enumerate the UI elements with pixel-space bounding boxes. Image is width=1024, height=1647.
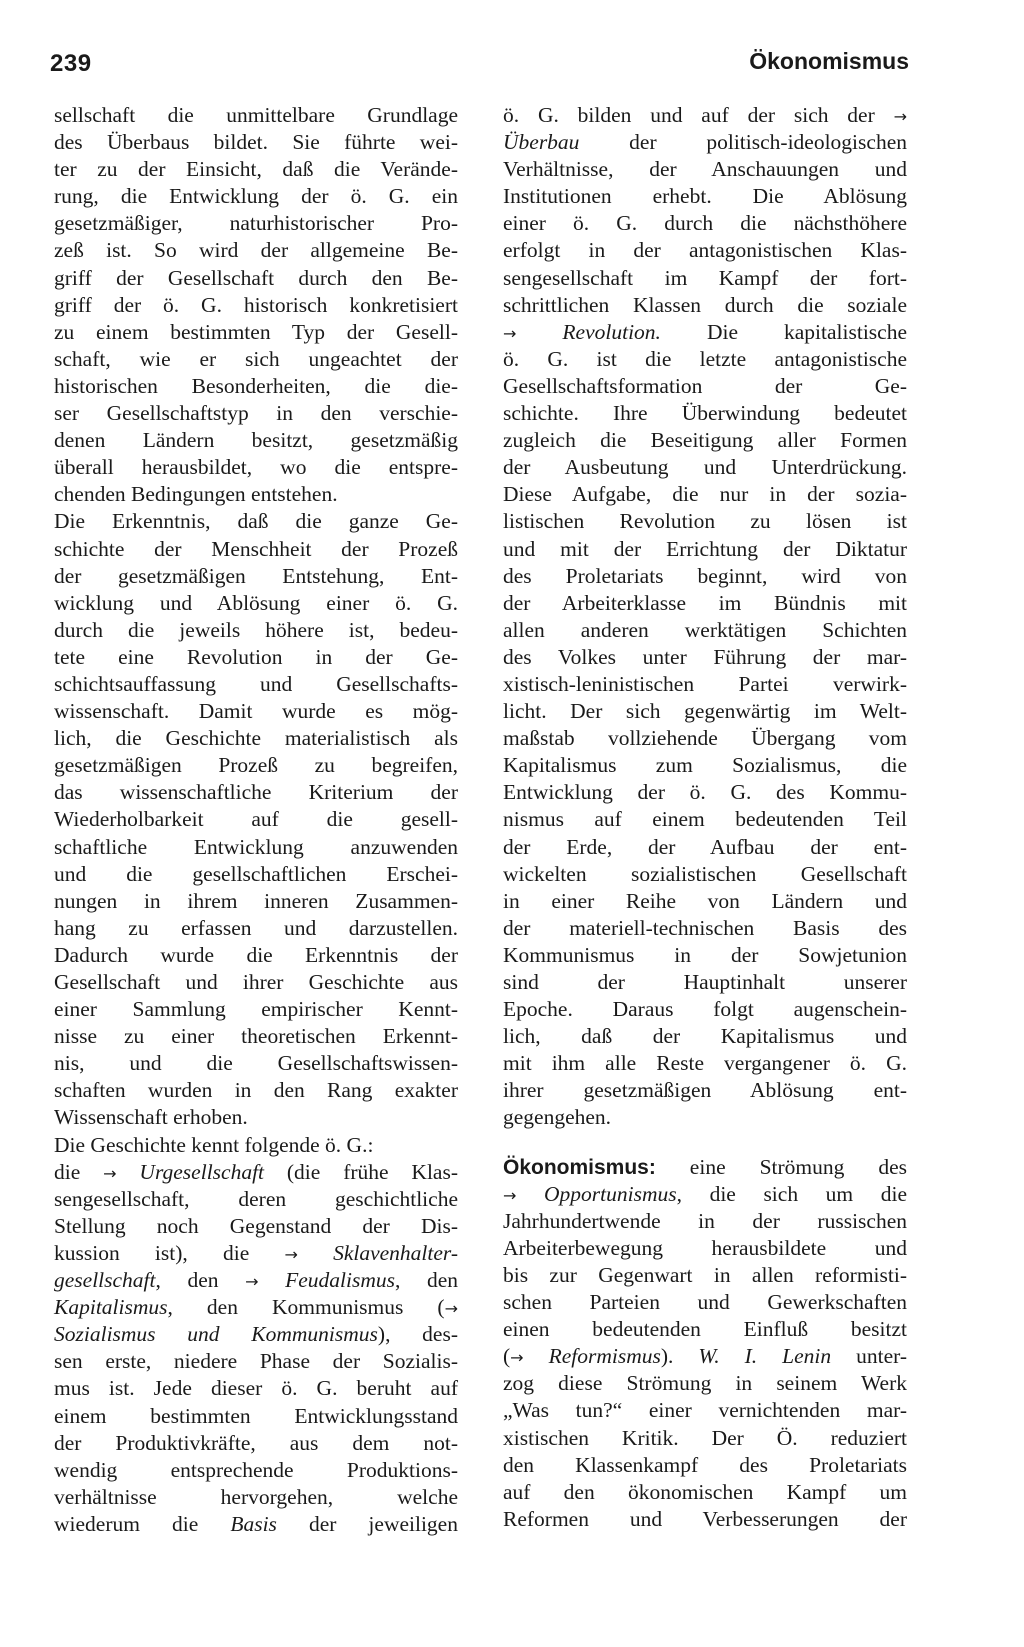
text-line: „Was tun?“ einer vernichtenden mar-	[503, 1398, 907, 1423]
text-line: griff der ö. G. historisch konkretisiert	[54, 292, 458, 317]
text-line: Die Erkenntnis, daß die ganze Ge-	[54, 509, 458, 534]
text-line: → Opportunismus, die sich um die	[503, 1181, 907, 1206]
text-line: des Volkes unter Führung der mar-	[503, 644, 907, 669]
text-line: nismus auf einem bedeutenden Teil	[503, 807, 907, 832]
text-line: und die gesellschaftlichen Erschei-	[54, 861, 458, 886]
person-reference: W. I. Lenin	[698, 1344, 832, 1369]
text-line: hang zu erfassen und darzustellen.	[54, 915, 458, 940]
cross-reference-arrow-icon: →	[245, 1272, 259, 1292]
text-line: nungen in ihrem inneren Zusammen-	[54, 888, 458, 913]
cross-reference-link[interactable]: Urgesellschaft	[139, 1159, 265, 1184]
text-line: zu einem bestimmten Typ der Gesell-	[54, 319, 458, 344]
text-line: das wissenschaftliche Kriterium der	[54, 780, 458, 805]
cross-reference-link[interactable]: Basis	[230, 1511, 277, 1536]
entry-separator	[503, 1132, 907, 1154]
text-line: auf den ökonomischen Kampf um	[503, 1479, 907, 1504]
text-line: gesellschaft, den → Feudalismus, den	[54, 1268, 459, 1293]
text-line: schaft, wie er sich ungeachtet der	[54, 346, 458, 371]
text-line: (→ Reformismus). W. I. Lenin unter-	[503, 1344, 908, 1369]
text-line: ö. G. ist die letzte antagonistische	[503, 346, 907, 371]
text-line: in einer Reihe von Ländern und	[503, 888, 907, 913]
text-line: Kapitalismus zum Sozialismus, die	[503, 753, 907, 778]
text-line: chenden Bedingungen entstehen.	[54, 482, 338, 507]
text-line: des Proletariats beginnt, wird von	[503, 563, 907, 588]
text-line: xistisch-leninistischen Partei verwirk-	[503, 671, 907, 696]
text-line: ö. G. bilden und auf der sich der →	[503, 103, 907, 127]
cross-reference-link[interactable]: Opportunismus	[544, 1181, 677, 1206]
left-column	[54, 102, 458, 1538]
text-line: mit ihm alle Reste vergangener ö. G.	[503, 1051, 907, 1076]
text-line: gesetzmäßiger, naturhistorischer Pro-	[54, 211, 458, 236]
text-line: Gesellschaft und ihrer Geschichte aus	[54, 970, 458, 994]
text-line: Entwicklung der ö. G. des Kommu-	[503, 780, 907, 805]
text-line: Institutionen erhebt. Die Ablösung	[503, 184, 907, 209]
text-line: gegengehen.	[503, 1105, 612, 1130]
text-line: bis zur Gegenwart in allen reformisti-	[503, 1262, 907, 1287]
text-line: sengesellschaft, deren geschichtliche	[54, 1186, 458, 1211]
text-line: sind der Hauptinhalt unserer	[503, 970, 907, 994]
text-line: einem bestimmten Entwicklungsstand	[54, 1403, 458, 1428]
cross-reference-link[interactable]: Überbau	[503, 130, 580, 155]
cross-reference-link[interactable]: Feudalismus	[285, 1268, 395, 1293]
cross-reference-link[interactable]: Reformismus	[548, 1344, 661, 1369]
text-line: schichtsauffassung und Gesellschafts-	[54, 671, 458, 696]
text-line: nisse zu einer theoretischen Erkennt-	[54, 1024, 458, 1049]
text-line: griff der Gesellschaft durch den Be-	[54, 265, 458, 290]
text-line: allen anderen werktätigen Schichten	[503, 617, 907, 642]
text-line: wiederum die Basis der jeweiligen	[54, 1511, 458, 1536]
entry-lemma: Ökonomismus:	[503, 1155, 656, 1179]
text-line: → Revolution. Die kapitalistische	[503, 319, 907, 344]
cross-reference-arrow-icon: →	[284, 1244, 298, 1264]
text-line: der gesetzmäßigen Entstehung, Ent-	[54, 563, 458, 588]
text-line: mus ist. Jede dieser ö. G. beruht auf	[54, 1376, 458, 1401]
cross-reference-link[interactable]: Kapitalismus	[54, 1295, 168, 1320]
text-line: zeß ist. So wird der allgemeine Be-	[54, 238, 458, 263]
cross-reference-arrow-icon: →	[893, 107, 907, 126]
text-line: Wiederholbarkeit auf die gesell-	[54, 807, 458, 832]
cross-reference-link[interactable]: Sklavenhalter-	[333, 1240, 459, 1265]
text-line: lich, daß der Kapitalismus und	[503, 1024, 907, 1049]
text-line: wicklung und Ablösung einer ö. G.	[54, 590, 458, 615]
text-line: historischen Besonderheiten, die die-	[54, 373, 458, 398]
page-number: 239	[50, 50, 92, 77]
text-line: Jahrhundertwende in der russischen	[503, 1208, 907, 1233]
text-line: der materiell-technischen Basis des	[503, 915, 907, 940]
text-line: Verhältnisse, der Anschauungen und	[503, 157, 907, 182]
cross-reference-link[interactable]: Sozialismus und Kommunismus	[54, 1322, 378, 1347]
text-line: Epoche. Daraus folgt augenschein-	[503, 997, 907, 1022]
cross-reference-arrow-icon: →	[444, 1299, 458, 1319]
text-line: schichte der Menschheit der Prozeß	[54, 536, 458, 561]
text-line: schaften wurden in den Rang exakter	[54, 1078, 458, 1103]
running-head: Ökonomismus	[749, 48, 909, 74]
text-line: Arbeiterbewegung herausbildete und	[503, 1235, 907, 1260]
text-line: der Erde, der Aufbau der ent-	[503, 834, 907, 859]
text-line: lich, die Geschichte materialistisch als	[54, 726, 458, 751]
text-line: Überbau der politisch-ideologischen	[503, 130, 907, 155]
cross-reference-arrow-icon: →	[503, 323, 517, 343]
text-line: wickelten sozialistischen Gesellschaft	[503, 861, 907, 886]
text-line: den Klassenkampf des Proletariats	[503, 1452, 907, 1477]
cross-reference-link[interactable]: Revolution.	[562, 319, 661, 344]
text-line: des Überbaus bildet. Sie führte wei-	[54, 130, 458, 155]
text-line: maßstab vollziehende Übergang vom	[503, 726, 907, 751]
cross-reference-arrow-icon: →	[510, 1348, 524, 1368]
text-line: Sozialismus und Kommunismus), des-	[54, 1322, 458, 1347]
text-line: ser Gesellschaftstyp in den verschie-	[54, 401, 458, 426]
text-line: Diese Aufgabe, die nur in der sozia-	[503, 482, 907, 507]
text-line: einen bedeutenden Einfluß besitzt	[503, 1317, 907, 1342]
text-line: zugleich die Beseitigung aller Formen	[503, 428, 907, 453]
text-line: ter zu der Einsicht, daß die Verände-	[54, 157, 458, 182]
text-line: Dadurch wurde die Erkenntnis der	[54, 942, 458, 967]
text-line: Kapitalismus, den Kommunismus (→	[54, 1295, 458, 1320]
text-line: schaftliche Entwicklung anzuwenden	[54, 834, 458, 859]
text-line: durch die jeweils höhere ist, bedeu-	[54, 617, 458, 642]
text-line: xistischen Kritik. Der Ö. reduziert	[503, 1425, 907, 1450]
text-line: listischen Revolution zu lösen ist	[503, 509, 907, 534]
text-line: Kommunismus in der Sowjetunion	[503, 942, 907, 967]
text-line: Stellung noch Gegenstand der Dis-	[54, 1213, 458, 1238]
text-line: nis, und die Gesellschaftswissen-	[54, 1051, 458, 1076]
text-line: der Ausbeutung und Unterdrückung.	[503, 455, 907, 480]
text-line: Reformen und Verbesserungen der	[503, 1506, 907, 1531]
text-line: licht. Der sich gegenwärtig im Welt-	[503, 699, 907, 724]
text-line: zog diese Strömung in seinem Werk	[503, 1371, 907, 1396]
text-line: Wissenschaft erhoben.	[54, 1105, 248, 1130]
text-line: schen Parteien und Gewerkschaften	[503, 1290, 907, 1315]
cross-reference-link[interactable]: gesellschaft	[54, 1268, 156, 1293]
text-line: der Arbeiterklasse im Bündnis mit	[503, 590, 907, 615]
text-line: rung, die Entwicklung der ö. G. ein	[54, 184, 458, 209]
text-line: sen erste, niedere Phase der Sozialis-	[54, 1349, 458, 1374]
text-line: Gesellschaftsformation der Ge-	[503, 373, 907, 398]
text-line: der Produktivkräfte, aus dem not-	[54, 1430, 458, 1455]
text-line: überall herausbildet, wo die entspre-	[54, 455, 458, 480]
text-line: die → Urgesellschaft (die frühe Klas-	[54, 1159, 458, 1184]
text-line: sengesellschaft im Kampf der fort-	[503, 265, 907, 290]
text-line: sellschaft die unmittelbare Grundlage	[54, 103, 458, 127]
text-line: wissenschaft. Damit wurde es mög-	[54, 699, 458, 724]
text-line: ihrer gesetzmäßigen Ablösung ent-	[503, 1078, 907, 1103]
text-line: tete eine Revolution in der Ge-	[54, 644, 458, 669]
text-line: schichte. Ihre Überwindung bedeutet	[503, 401, 907, 426]
cross-reference-arrow-icon: →	[503, 1185, 517, 1205]
text-line: erfolgt in der antagonistischen Klas-	[503, 238, 907, 263]
entry-first-line: Ökonomismus: eine Strömung des	[503, 1154, 907, 1179]
text-line: schrittlichen Klassen durch die soziale	[503, 292, 907, 317]
text-line: denen Ländern besitzt, gesetzmäßig	[54, 428, 458, 453]
text-line: einer Sammlung empirischer Kennt-	[54, 997, 458, 1022]
text-line: einer ö. G. durch die nächsthöhere	[503, 211, 907, 236]
right-column	[503, 102, 907, 1533]
text-line: kussion ist), die → Sklavenhalter-	[54, 1240, 459, 1265]
text-line: wendig entsprechende Produktions-	[54, 1457, 458, 1482]
text-line: und mit der Errichtung der Diktatur	[503, 536, 907, 561]
cross-reference-arrow-icon: →	[103, 1163, 117, 1183]
text-line: gesetzmäßigen Prozeß zu begreifen,	[54, 753, 458, 778]
text-line: verhältnisse hervorgehen, welche	[54, 1484, 458, 1509]
text-line: Die Geschichte kennt folgende ö. G.:	[54, 1132, 374, 1157]
